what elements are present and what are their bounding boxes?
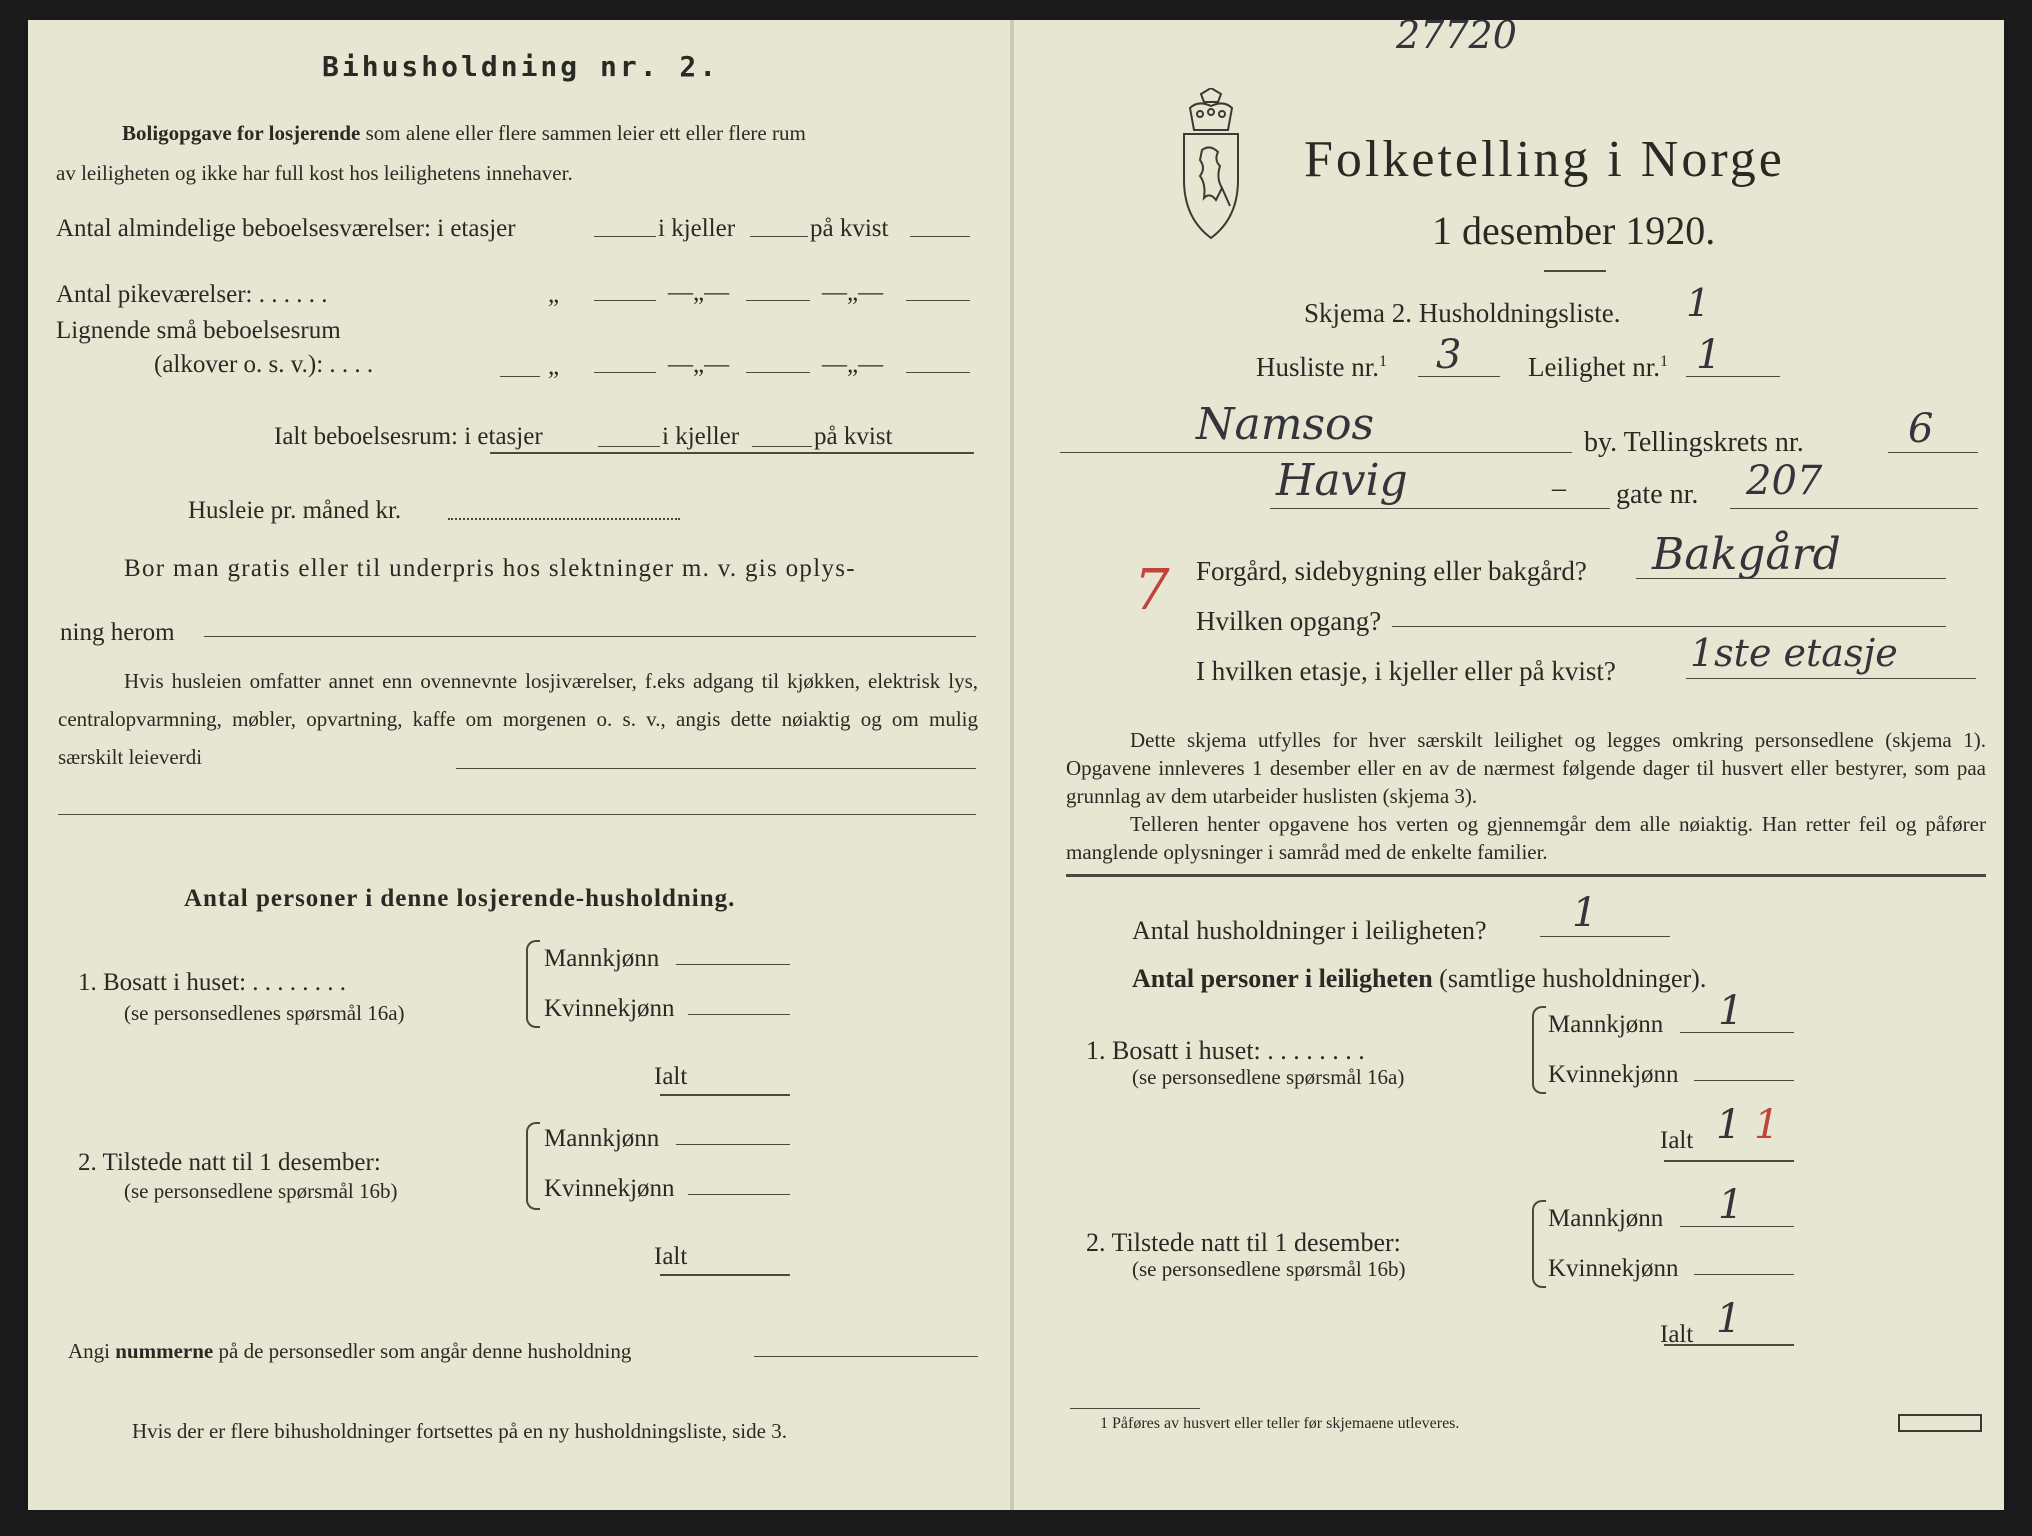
- rooms-kjeller-line: [750, 236, 808, 237]
- husliste-value: 3: [1436, 332, 1462, 378]
- angi-answer-line: [754, 1356, 978, 1357]
- gate-value: Havig: [1276, 455, 1408, 506]
- left-q1-ialt-line: [660, 1094, 790, 1096]
- hvis-line-2: [58, 814, 976, 815]
- left-q1-note: (se personsedlenes spørsmål 16a): [124, 1001, 405, 1025]
- lignende-line-0: [500, 376, 540, 377]
- center-fold: [1010, 20, 1014, 1510]
- pike-dash-2: —„—: [822, 279, 884, 306]
- right-q2-ialt: Ialt: [1660, 1321, 1694, 1348]
- norway-coat-of-arms-icon: [1176, 88, 1246, 242]
- right-q1-ialt: Ialt: [1660, 1127, 1694, 1154]
- gate-line: [1270, 508, 1610, 509]
- etasje-line: [1686, 678, 1976, 679]
- forgard-label: Forgård, sidebygning eller bakgård?: [1196, 556, 1587, 586]
- lignende-line-2: [746, 372, 810, 373]
- left-q2-label: 2. Tilstede natt til 1 desember:: [78, 1149, 381, 1176]
- pike-dash-1: —„—: [668, 279, 730, 306]
- right-q1-mann-value: 1: [1718, 988, 1744, 1034]
- rooms-etasjer-line: [594, 236, 656, 237]
- instructions-paragraph-1: Dette skjema utfylles for hver særskilt leilighet og legges omkring personsedlene (skjema 1). Opgavene innleveres 1 desember eller en av de nærmest følgende dager til husvert eller bestyrer, som paa grunnlag av dem utarbeider huslisten (skjema 3).: [1066, 728, 1986, 808]
- right-q2-note: (se personsedlene spørsmål 16b): [1132, 1257, 1406, 1281]
- right-q1-mann: Mannkjønn: [1548, 1011, 1664, 1038]
- lignende-dash-2: —„—: [822, 351, 884, 378]
- gate-nr-line: [1730, 508, 1978, 509]
- left-q2-brace: [526, 1122, 540, 1210]
- left-q2-kvinne: Kvinnekjønn: [544, 1175, 675, 1202]
- left-q2-mann: Mannkjønn: [544, 1125, 660, 1152]
- left-persons-heading: Antal personer i denne losjerende-husholdning.: [184, 885, 736, 912]
- gate-dash: –: [1552, 473, 1566, 504]
- leilighet-label: Leilighet nr.$^1$: [1528, 352, 1668, 382]
- right-q2-label: 2. Tilstede natt til 1 desember:: [1086, 1228, 1401, 1257]
- ialt-etasjer-line: [598, 446, 660, 447]
- left-q1-mann-line: [676, 964, 790, 965]
- lignende-label-1: Lignende små beboelsesrum: [56, 317, 341, 344]
- rooms-label: Antal almindelige beboelsesværelser: i etasjer: [56, 215, 516, 242]
- hvis-line-1: [456, 768, 976, 769]
- left-q2-ialt: Ialt: [654, 1243, 688, 1270]
- gratis-line-1: Bor man gratis eller til underpris hos slektninger m. v. gis oplys-: [124, 555, 856, 582]
- opgang-label: Hvilken opgang?: [1196, 606, 1382, 636]
- left-q1-ialt: Ialt: [654, 1063, 688, 1090]
- ialt-kjeller-label: i kjeller: [662, 423, 740, 450]
- skjema-value: 1: [1686, 281, 1711, 325]
- pike-ditto: „: [548, 281, 560, 308]
- husliste-line: [1418, 376, 1500, 377]
- by-krets-label: by. Tellingskrets nr.: [1584, 427, 1804, 458]
- right-q2-ialt-line: [1664, 1344, 1794, 1346]
- krets-line: [1888, 452, 1978, 453]
- left-q2-mann-line: [676, 1144, 790, 1145]
- date-divider: [1544, 270, 1606, 272]
- ialt-rooms-underline: [490, 452, 974, 454]
- footnote-rule: [1070, 1408, 1200, 1409]
- right-q2-kvinne: Kvinnekjønn: [1548, 1255, 1679, 1282]
- left-intro-line-2: av leiligheten og ikke har full kost hos leilighetens innehaver.: [56, 161, 573, 185]
- lignende-line-3: [906, 372, 970, 373]
- right-q2-mann-value: 1: [1718, 1182, 1744, 1228]
- krets-value: 6: [1908, 406, 1934, 452]
- husleie-line: [448, 518, 680, 520]
- by-line: [1060, 452, 1572, 453]
- right-q1-ialt-line: [1664, 1160, 1794, 1162]
- census-date: 1 desember 1920.: [1432, 208, 1716, 253]
- husliste-label: Husliste nr.$^1$: [1256, 352, 1388, 382]
- left-q1-kvinne-line: [688, 1014, 790, 1015]
- rooms-kvist-label: på kvist: [810, 215, 889, 242]
- right-q1-ialt-value: 1: [1716, 1102, 1742, 1148]
- leilighet-line: [1686, 376, 1780, 377]
- by-value: Namsos: [1196, 399, 1375, 450]
- right-title: Folketelling i Norge: [1304, 131, 1785, 188]
- husleie-label: Husleie pr. måned kr.: [188, 497, 402, 524]
- pike-line-3: [906, 300, 970, 301]
- right-q2-mann-line: [1680, 1226, 1794, 1227]
- forgard-value: Bakgård: [1652, 529, 1841, 580]
- footnote-text: 1 Påføres av husvert eller teller før skjemaene utleveres.: [1100, 1415, 1460, 1432]
- left-q1-label: 1. Bosatt i huset: . . . . . . . .: [78, 969, 347, 996]
- right-q1-kvinne: Kvinnekjønn: [1548, 1061, 1679, 1088]
- right-q2-brace: [1532, 1200, 1546, 1288]
- red-pencil-mark: 7: [1134, 558, 1170, 623]
- ialt-rooms-label: Ialt beboelsesrum: i etasjer: [274, 423, 543, 450]
- left-q1-kvinne: Kvinnekjønn: [544, 995, 675, 1022]
- hush-label: Antal husholdninger i leiligheten?: [1132, 916, 1487, 945]
- pike-label: Antal pikeværelser: . . . . . .: [56, 281, 328, 308]
- hush-line: [1540, 936, 1670, 937]
- gratis-line-2: ning herom: [60, 619, 175, 646]
- right-q1-ialt-red-value: 1: [1754, 1102, 1780, 1148]
- right-q2-kvinne-line: [1694, 1274, 1794, 1275]
- left-q2-kvinne-line: [688, 1194, 790, 1195]
- forgard-line: [1636, 578, 1946, 579]
- instructions-divider: [1066, 874, 1986, 877]
- hvis-paragraph: Hvis husleien omfatter annet enn ovennevnte losjiværelser, f.eks adgang til kjøkken, elektrisk lys, centralopvarmning, møbler, opvartning, kaffe om morgenen o. s. v., angis dette nøiaktig og om mulig særskilt leieverdi: [58, 669, 978, 769]
- skjema-label: Skjema 2. Husholdningsliste.: [1304, 298, 1621, 328]
- gate-nr-value: 207: [1746, 458, 1823, 504]
- right-q2-mann: Mannkjønn: [1548, 1205, 1664, 1232]
- rooms-kjeller-label: i kjeller: [658, 215, 736, 242]
- right-q1-brace: [1532, 1006, 1546, 1094]
- right-q2-ialt-value: 1: [1716, 1296, 1742, 1342]
- hush-value: 1: [1572, 890, 1598, 936]
- gate-nr-label: gate nr.: [1616, 479, 1699, 510]
- angi-line: Angi nummerne på de personsedler som angår denne husholdning: [68, 1339, 632, 1363]
- leilighet-value: 1: [1696, 332, 1722, 378]
- ialt-kjeller-line: [752, 446, 812, 447]
- left-q2-ialt-line: [660, 1274, 790, 1276]
- right-q1-label: 1. Bosatt i huset: . . . . . . . .: [1086, 1036, 1365, 1065]
- right-q1-note: (se personsedlene spørsmål 16a): [1132, 1065, 1405, 1089]
- ialt-kvist-label: på kvist: [814, 423, 893, 450]
- lignende-label-2: (alkover o. s. v.): . . . .: [154, 351, 374, 378]
- left-q1-mann: Mannkjønn: [544, 945, 660, 972]
- left-q2-note: (se personsedlene spørsmål 16b): [124, 1179, 398, 1203]
- left-q1-brace: [526, 940, 540, 1028]
- etasje-value: 1ste etasje: [1690, 631, 1898, 675]
- left-footer-note: Hvis der er flere bihusholdninger fortsettes på en ny husholdningsliste, side 3.: [132, 1419, 787, 1443]
- persons-heading: Antal personer i leiligheten (samtlige husholdninger).: [1132, 964, 1707, 993]
- etasje-label: I hvilken etasje, i kjeller eller på kvist?: [1196, 656, 1616, 686]
- right-q1-mann-line: [1680, 1032, 1794, 1033]
- archive-number: 27720: [1396, 13, 1517, 57]
- left-title: Bihusholdning nr. 2.: [322, 50, 720, 83]
- left-intro-line-1: Boligopgave for losjerende som alene eller flere sammen leier ett eller flere rum: [122, 121, 806, 145]
- pike-line-1: [594, 300, 656, 301]
- lignende-ditto: „: [548, 353, 560, 380]
- right-q1-kvinne-line: [1694, 1080, 1794, 1081]
- pike-line-2: [746, 300, 810, 301]
- lignende-dash-1: —„—: [668, 351, 730, 378]
- printer-stamp: [1898, 1414, 1982, 1432]
- opgang-line: [1392, 626, 1946, 627]
- instructions-paragraph-2: Telleren henter opgavene hos verten og gjennemgår dem alle nøiaktig. Han retter feil og påfører manglende oplysninger i samråd med de enkelte familier.: [1066, 812, 1986, 864]
- rooms-kvist-line: [910, 236, 970, 237]
- lignende-line-1: [594, 372, 656, 373]
- gratis-answer-line: [204, 636, 976, 637]
